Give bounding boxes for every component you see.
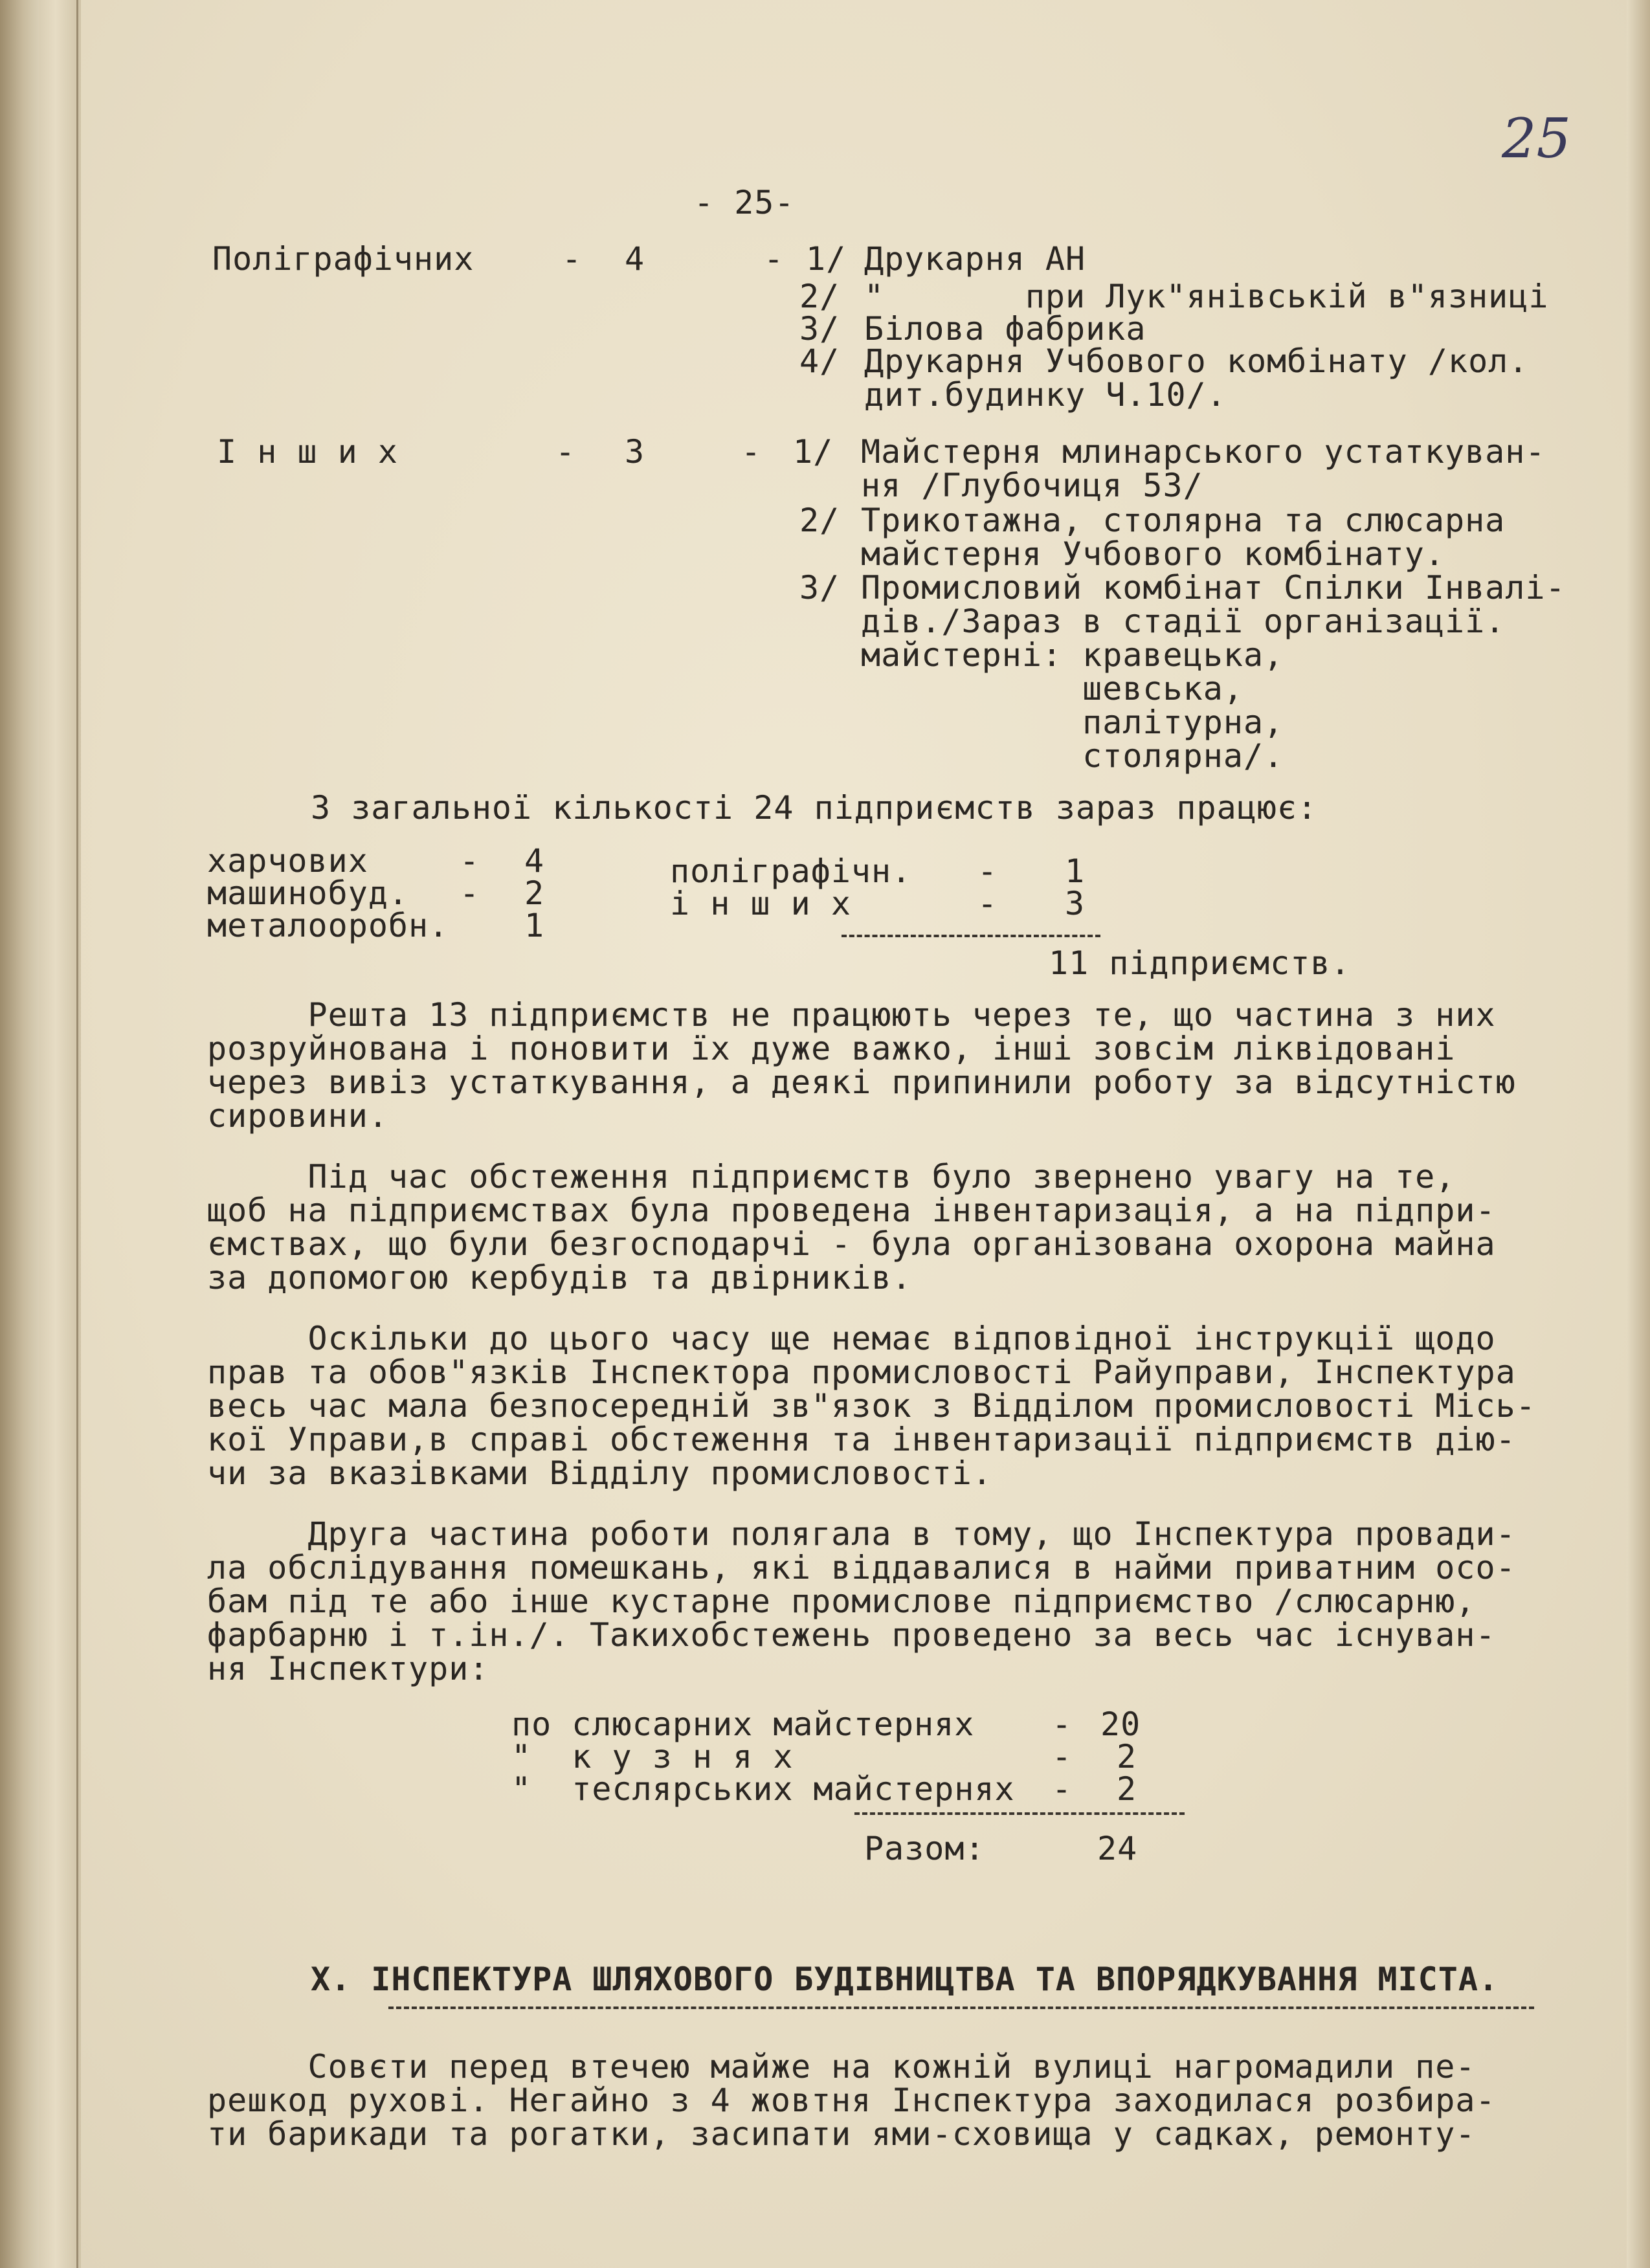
paragraph-line: ємствах, що були безгосподарчі - була організована охорона майна [207,1225,1496,1263]
paragraph-line: кої Управи,в справі обстеження та інвентаризації підприємств дію- [207,1421,1516,1458]
inspection-label: по слюсарних майстернях [511,1706,975,1743]
inspection-label: " к у з н я х [511,1738,794,1775]
paragraph-line: ня Інспектури: [207,1650,489,1687]
inshykh-item-text: Промисловий комбінат Спілки Інвалі- [861,569,1566,606]
inshykh-dash2: - [741,433,762,471]
page-number: - 25- [694,184,795,221]
paragraph-line: Оскільки до цього часу ще немає відповідної інструкції щодо [207,1320,1496,1357]
right-page-edge [1627,0,1650,2268]
inshykh-item-num: 1/ [793,433,834,471]
working-right-dash: - [977,852,998,890]
working-intro: З загальної кількості 24 підприємств зараз працює: [311,789,1318,827]
working-right-value: 1 [1065,852,1086,890]
inshykh-item-text: Майстерня млинарського устаткуван- [861,433,1546,471]
inshykh-item-text: ня /Глубочиця 53/ [861,467,1203,504]
working-left-dash: - [460,874,480,912]
inshykh-item-text: шевська, [861,670,1243,707]
tally-rule [854,1812,1185,1815]
poligraf-item-num: 3/ [799,310,840,348]
inspection-label: " теслярських майстернях [511,1770,1015,1808]
poligraf-item-num: 2/ [799,278,840,315]
working-left-value: 1 [524,907,545,944]
paragraph-line: сировини. [207,1097,388,1135]
binding-spine [39,0,81,2268]
working-left-value: 4 [524,842,545,880]
working-right-label: і н ш и х [670,885,851,922]
poligraf-item-text: " при Лук"янівській в"язниці [864,278,1549,315]
working-right-value: 3 [1065,885,1086,922]
paragraph-line: прав та обов"язків Інспектора промисловості Райуправи, Інспектура [207,1353,1516,1391]
inshykh-item-num: 2/ [799,502,840,539]
working-right-dash: - [977,885,998,922]
section-x-line: ти барикади та рогатки, засипати ями-сховища у садках, ремонту- [207,2115,1476,2153]
inshykh-count: 3 [625,433,645,471]
poligraf-count: 4 [625,240,645,278]
paragraph-line: щоб на підприємствах була проведена інвентаризація, а на підпри- [207,1192,1496,1229]
poligraf-label: Поліграфічних [212,240,474,278]
working-left-value: 2 [524,874,545,912]
poligraf-dash2: - [764,240,785,278]
inspection-total-value: 24 [1097,1830,1138,1867]
section-x-underline [388,2007,1534,2009]
poligraf-item-text: Білова фабрика [864,310,1146,348]
poligraf-item-num: 1/ [806,240,847,278]
paragraph-line: розруйнована і поновити їх дуже важко, інші зовсім ліквідовані [207,1030,1456,1067]
poligraf-item-num: 4/ [799,342,840,380]
working-left-dash: - [460,842,480,880]
inshykh-dash1: - [555,433,576,471]
inspection-total-label: Разом: [864,1830,985,1867]
sum-rule [842,935,1100,937]
section-x-heading: Х. ІНСПЕКТУРА ШЛЯХОВОГО БУДІВНИЦТВА ТА ВПОРЯДКУВАННЯ МІСТА. [311,1961,1499,1998]
working-left-label: харчових [207,842,368,880]
poligraf-item-text: Друкарня АН [864,240,1086,278]
inshykh-item-text: майстерня Учбового комбінату. [861,535,1445,573]
inspection-dash: - [1052,1770,1073,1808]
inshykh-item-text: столярна/. [861,737,1284,775]
inspection-value: 20 [1100,1706,1141,1743]
paragraph-line: ла обслідування помешкань, які віддавалися в найми приватним осо- [207,1549,1516,1586]
handwritten-page-number: 25 [1502,107,1571,170]
inspection-dash: - [1052,1738,1073,1775]
working-left-label: металооробн. [207,907,449,944]
section-x-line: решкод рухові. Негайно з 4 жовтня Інспектура заходилася розбира- [207,2082,1496,2119]
inshykh-item-text: майстерні: кравецька, [861,636,1284,674]
working-left-label: машинобуд. [207,874,409,912]
inshykh-item-text: палітурна, [861,704,1284,741]
paragraph-line: Решта 13 підприємств не працюють через те, що частина з них [207,996,1496,1034]
poligraf-item-text: дит.будинку Ч.10/. [864,376,1227,414]
inshykh-label: І н ш и х [217,433,398,471]
inspection-value: 2 [1117,1738,1137,1775]
poligraf-item-text: Друкарня Учбового комбінату /кол. [864,342,1529,380]
paragraph-line: весь час мала безпосередній зв"язок з Відділом промисловості Місь- [207,1387,1536,1425]
paragraph-line: чи за вказівками Відділу промисловості. [207,1454,992,1492]
paragraph-line: Друга частина роботи полягала в тому, що Інспектура провади- [207,1515,1516,1553]
poligraf-dash1: - [562,240,583,278]
inspection-value: 2 [1117,1770,1137,1808]
left-page-edge [0,0,39,2268]
paragraph-line: Під час обстеження підприємств було звернено увагу на те, [207,1158,1456,1195]
inshykh-item-num: 3/ [799,569,840,606]
paragraph-line: бам під те або інше кустарне промислове підприємство /слюсарню, [207,1583,1476,1620]
paragraph-line: через вивіз устаткування, а деякі припинили роботу за відсутністю [207,1063,1516,1101]
section-x-line: Совєти перед втечею майже на кожній вулиці нагромадили пе- [207,2048,1476,2085]
working-right-label: поліграфічн. [670,852,912,890]
inshykh-item-text: дів./Зараз в стадії організації. [861,603,1506,640]
binding-fold-line [76,0,78,2268]
paragraph-line: за допомогою кербудів та двірників. [207,1259,912,1296]
working-total: 11 підприємств. [1049,944,1351,982]
paragraph-line: фарбарню і т.ін./. Такихобстежень проведено за весь час існуван- [207,1616,1496,1654]
inshykh-item-text: Трикотажна, столярна та слюсарна [861,502,1506,539]
inspection-dash: - [1052,1706,1073,1743]
